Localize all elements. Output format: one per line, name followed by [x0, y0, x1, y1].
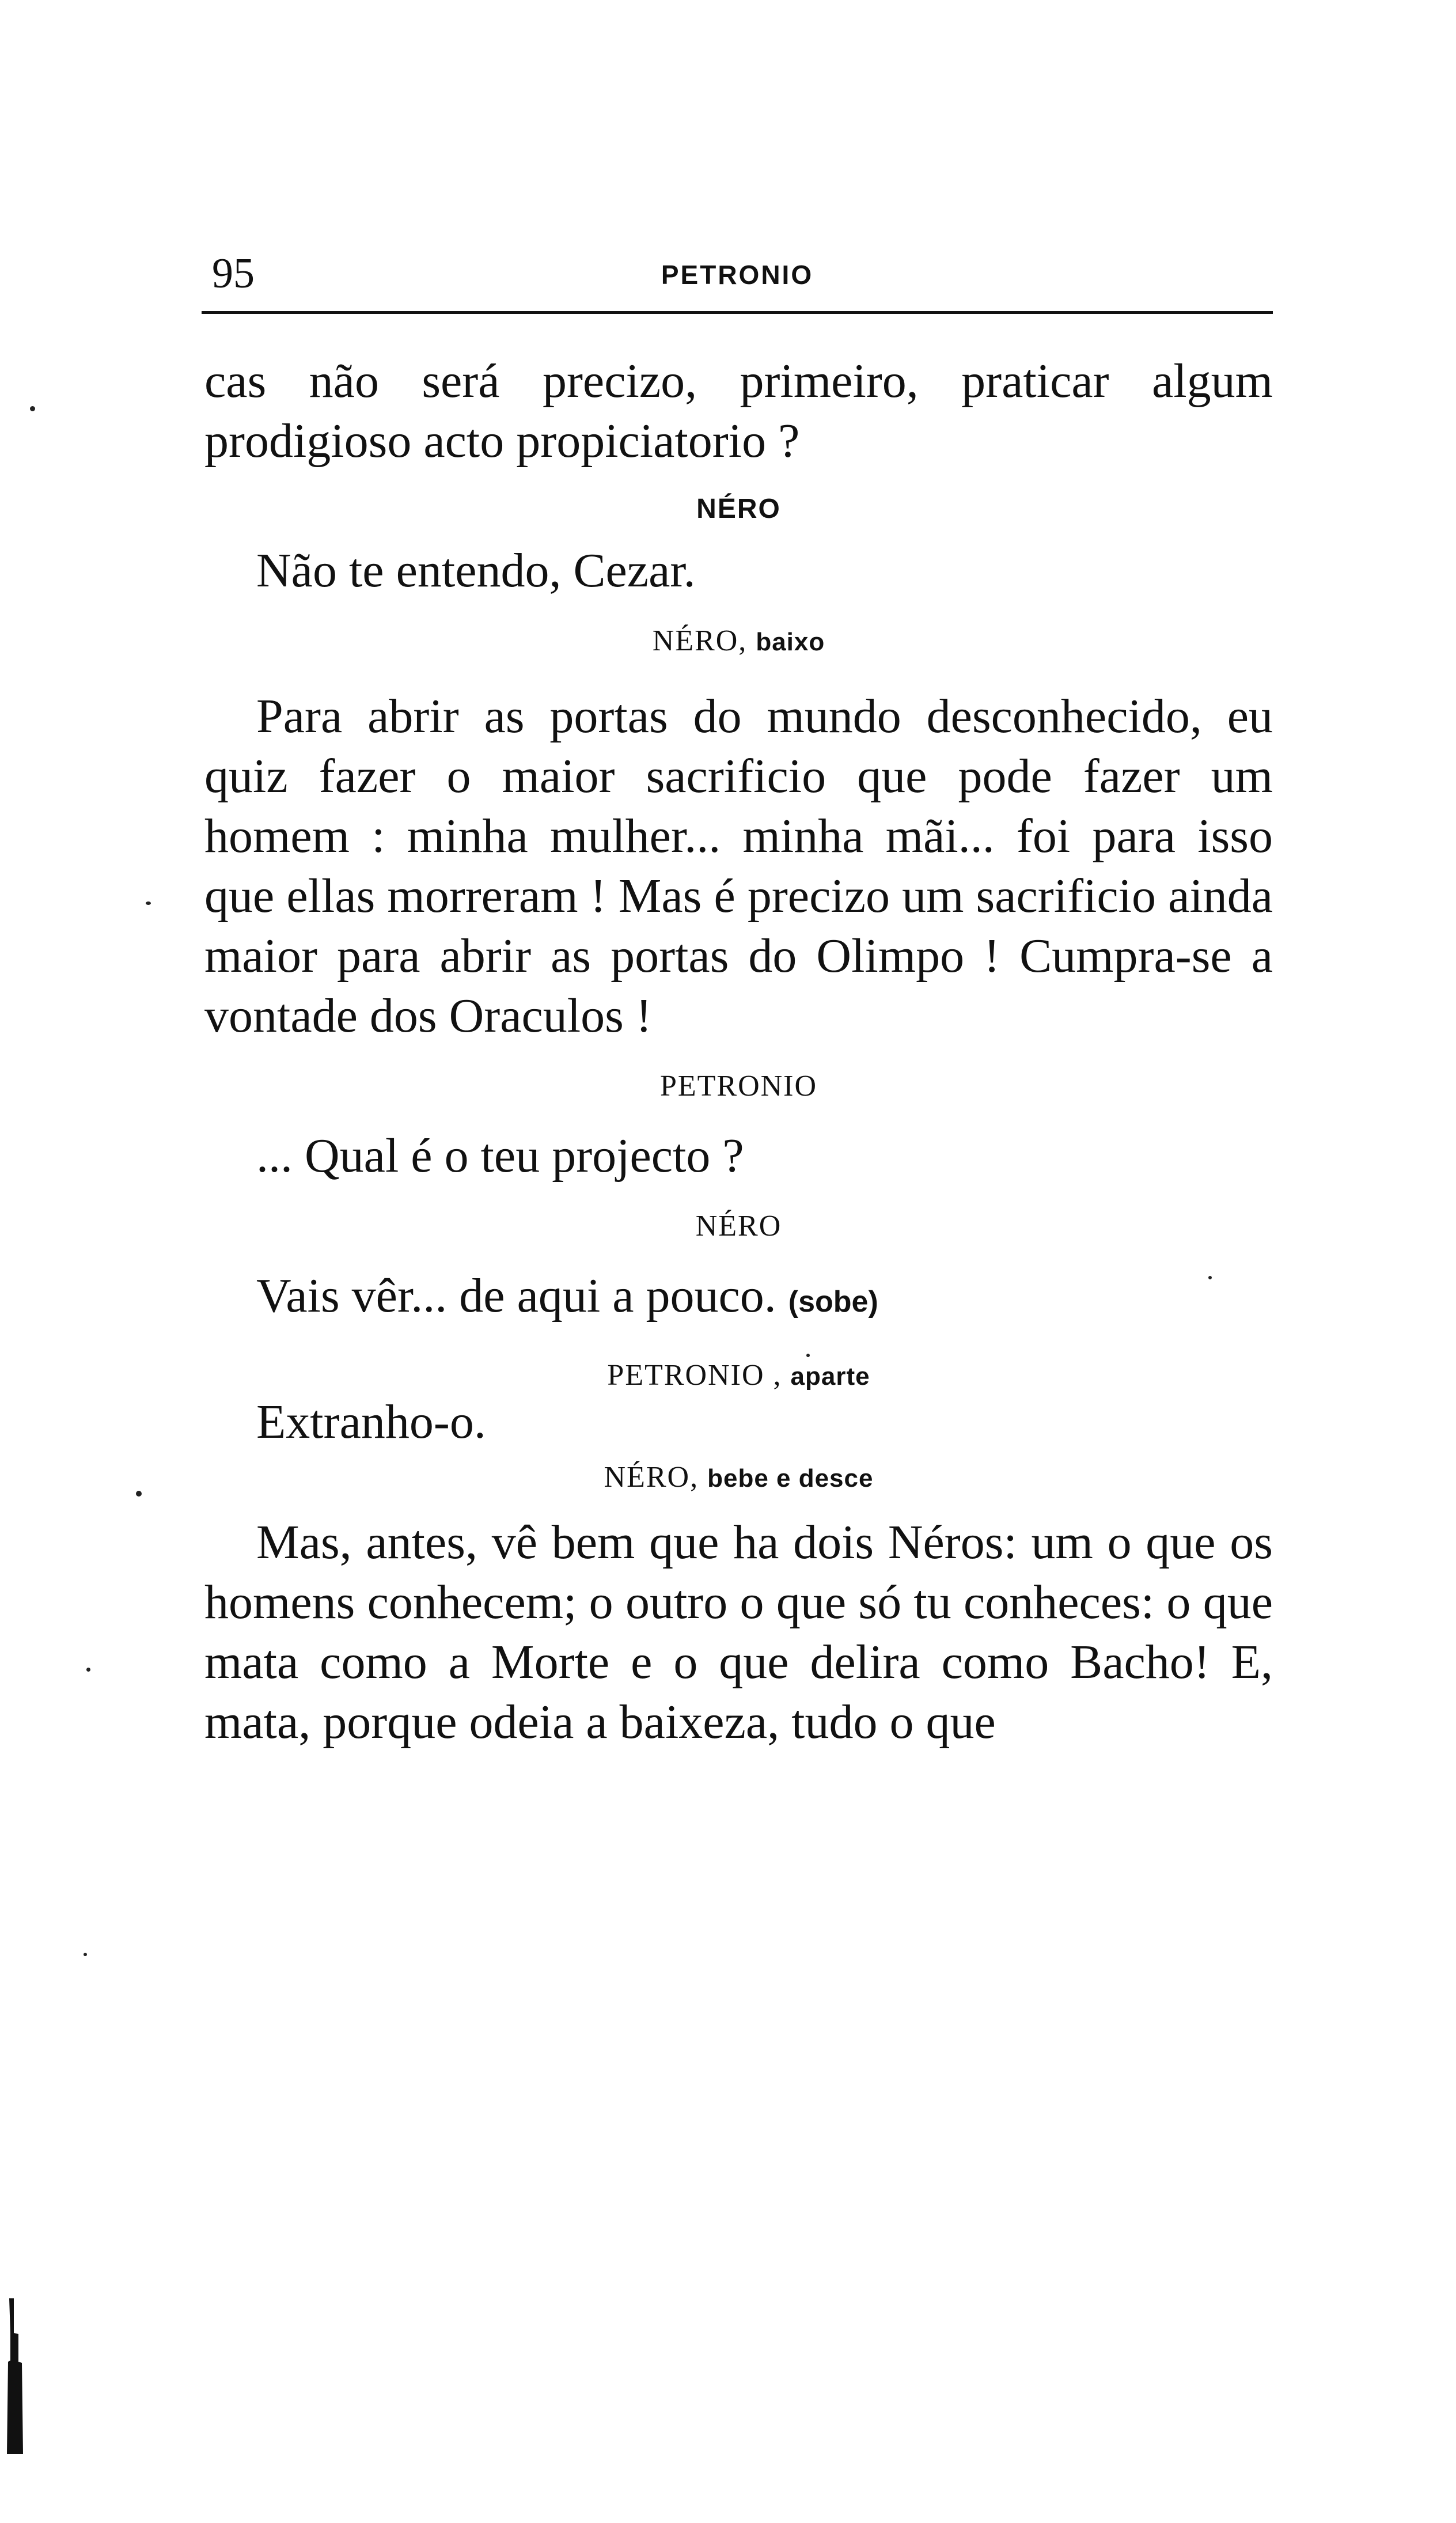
speaker-name: PETRONIO ,: [607, 1359, 782, 1392]
header-rule: [202, 311, 1273, 314]
paragraph-5-text: Vais vêr... de aqui a pouco.: [256, 1269, 776, 1323]
binding-edge-mark: [5, 2298, 26, 2454]
stage-direction-sobe: (sobe): [788, 1285, 878, 1319]
running-title: PETRONIO: [661, 260, 814, 290]
speaker-petronio-1: PETRONIO: [659, 1070, 818, 1103]
scan-speck: [806, 1354, 810, 1357]
stage-direction: bebe e desce: [707, 1464, 874, 1492]
scan-speck: [30, 406, 35, 411]
speaker-petronio-2: [204, 1358, 1273, 1392]
page-body: [204, 351, 1273, 1752]
paragraph-5: [204, 1266, 1273, 1332]
speaker-nero-2: [204, 624, 1273, 658]
speaker-name: NÉRO,: [652, 624, 748, 657]
paragraph-7: Mas, antes, vê bem que ha dois Néros: um o que os homens conhecem; o outro o que só tu conheces: o que mata como a Morte e o que delira como Bacho! E, mata, porque odeia a baixeza, tudo o que: [204, 1516, 1273, 1749]
paragraph-4: ... Qual é o teu projecto ?: [256, 1129, 744, 1183]
scan-speck: [1208, 1276, 1212, 1279]
speaker-nero-4: [204, 1460, 1273, 1494]
paragraph-6: Extranho-o.: [256, 1395, 486, 1449]
stage-direction: baixo: [756, 628, 825, 656]
scan-speck: [136, 1491, 142, 1497]
scan-speck: [84, 1953, 87, 1956]
speaker-nero-1: NÉRO: [696, 494, 781, 524]
paragraph-1: cas não será precizo, primeiro, praticar algum prodigioso acto propiciatorio ?: [204, 354, 1273, 468]
speaker-nero-3: NÉRO: [695, 1210, 782, 1242]
paragraph-2: Não te entendo, Cezar.: [256, 544, 696, 597]
scan-speck: [86, 1668, 90, 1672]
page-header: [202, 248, 1273, 311]
scan-speck: [146, 901, 151, 905]
paragraph-3: Para abrir as portas do mundo desconhecido, eu quiz fazer o maior sacrificio que pode fazer um homem : minha mulher... minha mãi... foi para isso que ellas morreram ! Mas é precizo um sacrificio ainda maior para abrir as portas do Olimpo ! Cumpra-se a vontade dos Oraculos !: [204, 690, 1273, 1043]
stage-direction: aparte: [790, 1362, 870, 1391]
page-number: 95: [212, 250, 255, 297]
speaker-name: NÉRO,: [604, 1461, 699, 1494]
